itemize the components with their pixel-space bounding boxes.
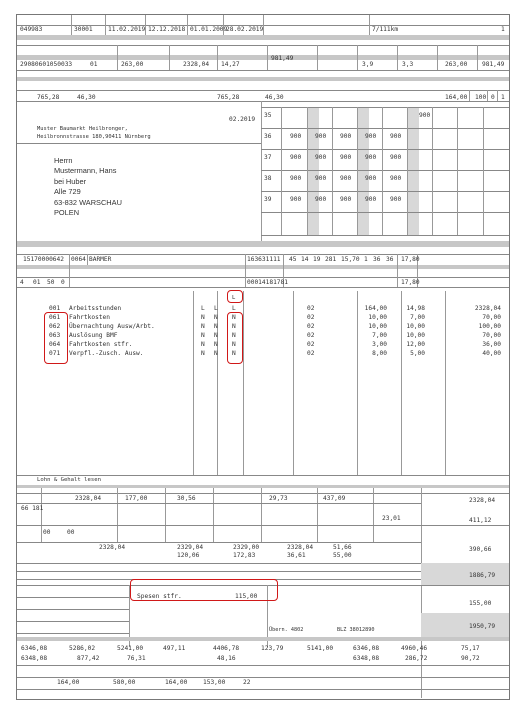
calendar-cell: 900 <box>315 196 327 203</box>
wage-flag: N <box>232 350 236 357</box>
top-right-value: 100 <box>475 94 487 101</box>
recipient-line: 63-832 WARSCHAU <box>54 197 122 207</box>
wage-description: Auslösung BMF <box>69 332 118 339</box>
header-field: 981,49 <box>271 55 294 62</box>
footer-value: 5286,02 <box>69 645 96 652</box>
wage-rate: 7,00 <box>410 314 425 321</box>
wage-rate: 5,00 <box>410 350 425 357</box>
payroll-line <box>17 323 509 332</box>
total-field: 177,00 <box>125 495 148 502</box>
top-right-value: 1 <box>501 94 505 101</box>
employer-name: Muster Baumarkt Heilbronger, <box>37 126 128 132</box>
calendar-cell: 900 <box>419 112 431 119</box>
wage-quantity: 164,00 <box>364 305 387 312</box>
recipient-line: Alle 729 <box>54 187 81 197</box>
insurance-field: 0064 <box>71 256 86 263</box>
wage-rate: 12,00 <box>406 341 425 348</box>
header-field: 049983 <box>20 26 43 33</box>
insurance-rate: 17,80 <box>401 279 420 286</box>
wage-code: 001 <box>49 305 61 312</box>
footer-value: 164,00 <box>165 679 188 686</box>
insurance-id: 00014181781 <box>247 279 288 286</box>
wage-quantity: 10,00 <box>368 323 387 330</box>
payroll-line <box>17 341 509 350</box>
header-field: 29080601050033 <box>20 61 73 68</box>
wage-key: 02 <box>307 314 315 321</box>
wage-flag: L <box>214 305 218 312</box>
footer-value: 153,00 <box>203 679 226 686</box>
recipient-address <box>54 156 122 218</box>
total-field: 66 181 <box>21 505 44 512</box>
payroll-line <box>17 350 509 359</box>
payroll-line <box>17 305 509 314</box>
highlight-flag-column <box>227 312 243 364</box>
insurance-field: 17,80 <box>401 256 420 263</box>
hours-value: 765,28 <box>37 94 60 101</box>
calendar-cell: 900 <box>290 154 302 161</box>
wage-amount: 70,00 <box>482 332 501 339</box>
header-band <box>17 35 509 40</box>
wage-key: 02 <box>307 341 315 348</box>
insurance-field: 15,70 <box>341 256 360 263</box>
wage-amount: 100,00 <box>478 323 501 330</box>
total-field: 36,61 <box>287 552 306 559</box>
net-pay-field <box>421 563 509 585</box>
calendar-cell: 900 <box>365 196 377 203</box>
header-field: 11.02.2019 <box>108 26 146 33</box>
footer-value: 4406,78 <box>213 645 240 652</box>
header-field: 263,00 <box>445 61 468 68</box>
recipient-line: POLEN <box>54 208 80 218</box>
total-field: 29,73 <box>269 495 288 502</box>
payout-field <box>421 613 509 637</box>
calendar-cell: 900 <box>315 175 327 182</box>
calendar-cell: 900 <box>340 154 352 161</box>
insurance-field: 163631111 <box>247 256 281 263</box>
insurance-field: 14 <box>301 256 309 263</box>
footer-value: 6348,08 <box>353 655 380 662</box>
wage-description: Arbeitsstunden <box>69 305 122 312</box>
total-field: 55,00 <box>333 552 352 559</box>
footer-value: 22 <box>243 679 251 686</box>
wage-amount: 40,00 <box>482 350 501 357</box>
insurance-band <box>17 241 509 247</box>
calendar-cell: 900 <box>390 196 402 203</box>
wage-quantity: 3,00 <box>372 341 387 348</box>
net-deduction-label: Spesen stfr. <box>137 593 182 600</box>
calendar-cell: 900 <box>290 175 302 182</box>
header-band-2 <box>17 55 509 60</box>
flag-column-header: L <box>232 295 236 301</box>
recipient-line: bei Huber <box>54 176 87 186</box>
footer-value: 6348,08 <box>21 655 48 662</box>
bottom-reference: BLZ 38012890 <box>337 627 375 633</box>
wage-flag: N <box>201 332 205 339</box>
week-label: 38 <box>264 175 272 182</box>
calendar-cell: 900 <box>290 196 302 203</box>
insurance-sub: 4 <box>20 279 24 286</box>
wage-flag: N <box>214 350 218 357</box>
wage-flag: N <box>201 314 205 321</box>
header-field: 01 <box>90 61 98 68</box>
wage-flag: L <box>201 305 205 312</box>
wage-flag: N <box>232 323 236 330</box>
calendar-cell: 900 <box>315 133 327 140</box>
total-field: 437,09 <box>323 495 346 502</box>
week-label: 36 <box>264 133 272 140</box>
footer-value: 497,11 <box>163 645 186 652</box>
highlight-wage-codes <box>44 312 68 364</box>
wage-code: 071 <box>49 350 61 357</box>
wage-description: Fahrtkosten stfr. <box>69 341 133 348</box>
insurance-field: 281 <box>325 256 337 263</box>
wage-amount: 2328,04 <box>474 305 501 312</box>
total-field: 23,01 <box>382 515 401 522</box>
footer-value: 4960,46 <box>401 645 428 652</box>
bottom-note: Übern. 4802 <box>269 627 304 633</box>
calendar-cell: 900 <box>340 175 352 182</box>
header-field: 12.12.2018 <box>148 26 186 33</box>
insurance-field: 1 <box>364 256 368 263</box>
insurance-sub: 01 <box>33 279 41 286</box>
insurance-field: 15170000642 <box>23 256 64 263</box>
wage-flag: N <box>232 314 236 321</box>
calendar-cell: 900 <box>390 133 402 140</box>
summary-value: 155,00 <box>469 600 492 607</box>
footer-value: 6346,08 <box>21 645 48 652</box>
footer-value: 6346,08 <box>353 645 380 652</box>
wage-rate: 10,00 <box>406 323 425 330</box>
payroll-line <box>17 332 509 341</box>
header-field: 263,00 <box>121 61 144 68</box>
calendar-cell: 900 <box>365 133 377 140</box>
header-field: 1 <box>501 26 505 33</box>
hours-value-2: 46,30 <box>77 94 96 101</box>
wage-code: 062 <box>49 323 61 330</box>
footer-value: 286,72 <box>405 655 428 662</box>
total-field: 2328,04 <box>75 495 102 502</box>
top-right-value: 0 <box>491 94 495 101</box>
header-field: 30001 <box>74 26 93 33</box>
wage-key: 02 <box>307 332 315 339</box>
week-label: 35 <box>264 112 272 119</box>
wage-rate: 10,00 <box>406 332 425 339</box>
total-field: 172,83 <box>233 552 256 559</box>
footer-value: 90,72 <box>461 655 480 662</box>
week-label: 37 <box>264 154 272 161</box>
calendar-cell: 900 <box>390 154 402 161</box>
footer-value: 76,31 <box>127 655 146 662</box>
calendar-cell: 900 <box>315 154 327 161</box>
total-field: 2329,04 <box>177 544 204 551</box>
wage-flag: N <box>214 332 218 339</box>
wage-key: 02 <box>307 305 315 312</box>
statement-date: 02.2019 <box>229 116 256 123</box>
insurance-sub: 50 <box>47 279 55 286</box>
wage-flag: N <box>232 341 236 348</box>
recipient-line: Herrn <box>54 156 73 165</box>
recipient-line: Mustermann, Hans <box>54 166 117 176</box>
header-field: 01.01.2009 <box>190 26 228 33</box>
header-field: 28.02.2019 <box>226 26 264 33</box>
total-field: 00 <box>43 529 51 536</box>
insurance-field: BARMER <box>89 256 112 263</box>
insurance-sub: 0 <box>61 279 65 286</box>
hours-value-3: 765,28 <box>217 94 240 101</box>
employer-address: Heilbronnstrasse 180,90411 Nürnberg <box>37 134 151 140</box>
footer-value: 75,17 <box>461 645 480 652</box>
payroll-line <box>17 314 509 323</box>
summary-value: 1950,79 <box>469 623 496 630</box>
wage-quantity: 8,00 <box>372 350 387 357</box>
footer-value: 48,16 <box>217 655 236 662</box>
wage-amount: 70,00 <box>482 314 501 321</box>
footer-value: 164,00 <box>57 679 80 686</box>
totals-label: Lohn & Gehalt lesen <box>37 477 101 483</box>
total-field: 120,06 <box>177 552 200 559</box>
wage-flag: N <box>214 323 218 330</box>
highlight-net-deduction <box>130 579 278 601</box>
wage-code: 061 <box>49 314 61 321</box>
total-field: 2329,00 <box>233 544 260 551</box>
footer-value: 877,42 <box>77 655 100 662</box>
wage-flag: N <box>214 314 218 321</box>
hours-value-4: 46,30 <box>265 94 284 101</box>
calendar-cell: 900 <box>340 133 352 140</box>
deductions-total: 390,66 <box>469 546 492 553</box>
top-right-value: 164,00 <box>445 94 468 101</box>
wage-flag: L <box>232 305 236 312</box>
wage-flag: N <box>201 323 205 330</box>
footer-value: 5241,00 <box>117 645 144 652</box>
wage-code: 064 <box>49 341 61 348</box>
footer-value: 123,79 <box>261 645 284 652</box>
calendar-cell: 900 <box>365 154 377 161</box>
net-deduction-value: 115,00 <box>235 593 258 600</box>
wage-quantity: 7,00 <box>372 332 387 339</box>
header-field: 2328,04 <box>183 61 210 68</box>
wage-rate: 14,98 <box>406 305 425 312</box>
total-field: 2328,04 <box>287 544 314 551</box>
summary-value: 1886,79 <box>469 572 496 579</box>
wage-key: 02 <box>307 323 315 330</box>
payroll-statement-page <box>16 14 510 700</box>
calendar-cell: 900 <box>290 133 302 140</box>
strip-band <box>17 77 509 81</box>
wage-description: Übernachtung Ausw/Arbt. <box>69 323 155 330</box>
total-field: 30,56 <box>177 495 196 502</box>
calendar-cell: 900 <box>390 175 402 182</box>
header-field: 7/111km <box>372 26 399 33</box>
header-field: 14,27 <box>221 61 240 68</box>
wage-flag: N <box>214 341 218 348</box>
footer-value: 5141,00 <box>307 645 334 652</box>
header-field: 981,49 <box>482 61 505 68</box>
insurance-field: 45 <box>289 256 297 263</box>
wage-quantity: 10,00 <box>368 314 387 321</box>
header-field: 3,3 <box>402 61 414 68</box>
insurance-field: 36 <box>386 256 394 263</box>
total-field: 51,66 <box>333 544 352 551</box>
insurance-field: 19 <box>313 256 321 263</box>
wage-flag: N <box>201 350 205 357</box>
wage-code: 063 <box>49 332 61 339</box>
wage-flag: N <box>201 341 205 348</box>
total-field: 00 <box>67 529 75 536</box>
header-field: 3,9 <box>362 61 374 68</box>
insurance-field: 36 <box>373 256 381 263</box>
total-field: 2328,04 <box>99 544 126 551</box>
week-label: 39 <box>264 196 272 203</box>
highlight-flag-header <box>227 290 243 303</box>
tax-total: 411,12 <box>469 517 492 524</box>
gross-total: 2328,04 <box>469 497 496 504</box>
calendar-cell: 900 <box>365 175 377 182</box>
wage-flag: N <box>232 332 236 339</box>
footer-value: 580,00 <box>113 679 136 686</box>
wage-description: Fahrtkosten <box>69 314 110 321</box>
calendar-grid <box>261 101 509 241</box>
wage-key: 02 <box>307 350 315 357</box>
wage-amount: 36,00 <box>482 341 501 348</box>
wage-description: Verpfl.-Zusch. Ausw. <box>69 350 144 357</box>
calendar-cell: 900 <box>340 196 352 203</box>
